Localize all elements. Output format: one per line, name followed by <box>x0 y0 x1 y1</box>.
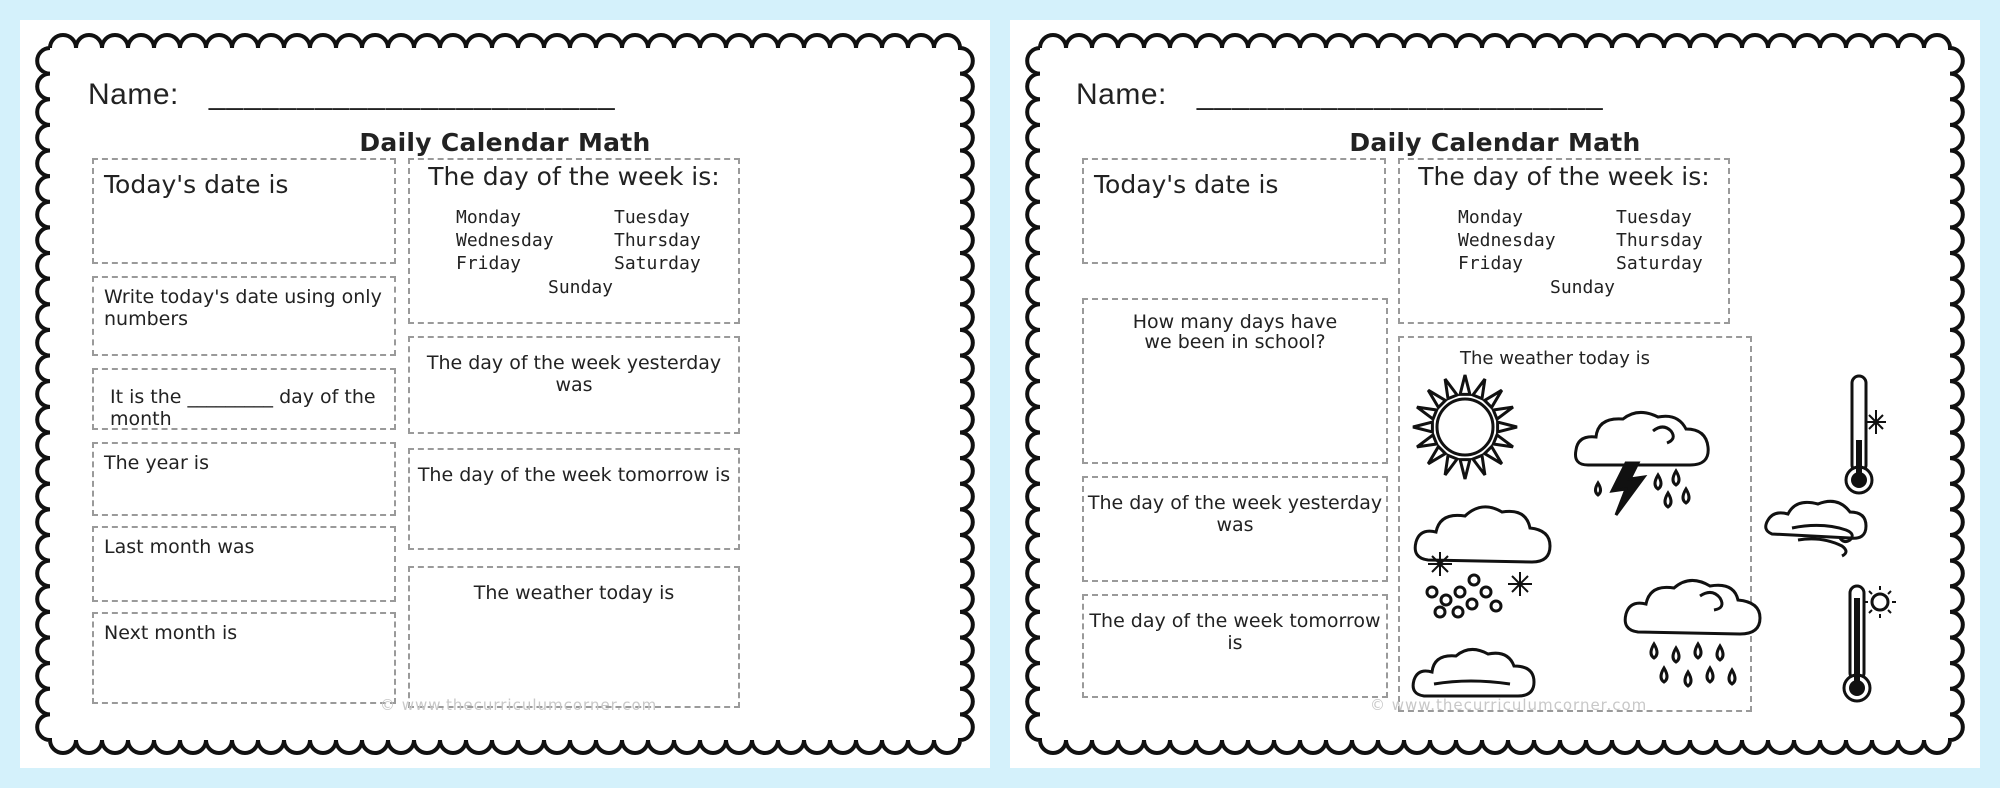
day-friday[interactable]: Friday <box>1458 253 1524 274</box>
worksheet-left <box>20 20 990 768</box>
tomorrow-box[interactable] <box>408 448 740 550</box>
tomorrow-box[interactable] <box>1082 594 1388 698</box>
day-of-week-box[interactable] <box>408 158 740 324</box>
day-sunday[interactable]: Sunday <box>548 277 614 298</box>
yesterday-box[interactable] <box>408 336 740 434</box>
next-month-label: Next month is <box>104 622 238 644</box>
name-label: Name: <box>88 78 179 111</box>
weather-label: The weather today is <box>1460 348 1650 369</box>
day-thursday[interactable]: Thursday <box>1616 230 1703 251</box>
tomorrow-label: The day of the week tomorrow is <box>1089 610 1381 654</box>
yesterday-label: The day of the week yesterday was <box>1087 492 1383 536</box>
name-blank[interactable]: _______________________ <box>208 78 616 111</box>
todays-date-label: Today's date is <box>104 170 289 199</box>
name-row <box>1076 78 1604 112</box>
name-row <box>88 78 616 112</box>
yesterday-box[interactable] <box>1082 476 1388 582</box>
todays-date-box[interactable] <box>92 158 396 264</box>
page-title: Daily Calendar Math <box>359 128 651 157</box>
day-wednesday[interactable]: Wednesday <box>456 230 554 251</box>
snow-cloud-icon[interactable] <box>1410 500 1560 630</box>
day-of-week-label: The day of the week is: <box>428 162 720 191</box>
day-tuesday[interactable]: Tuesday <box>1616 207 1692 228</box>
page-title: Daily Calendar Math <box>1349 128 1641 157</box>
year-label: The year is <box>104 452 209 474</box>
yesterday-label: The day of the week yesterday was <box>426 352 722 396</box>
thunderstorm-icon[interactable] <box>1568 405 1718 525</box>
thermometer-hot-icon[interactable] <box>1838 578 1898 708</box>
last-month-label: Last month was <box>104 536 255 558</box>
days-in-school-label: How many days have we been in school? <box>1132 311 1338 353</box>
year-box[interactable] <box>92 442 396 516</box>
worksheet-right <box>1010 20 1980 768</box>
day-thursday[interactable]: Thursday <box>614 230 701 251</box>
next-month-box[interactable] <box>92 612 396 704</box>
weather-box[interactable] <box>408 566 740 708</box>
day-tuesday[interactable]: Tuesday <box>614 207 690 228</box>
wind-icon[interactable] <box>1762 494 1872 564</box>
watermark: © www.thecurriculumcorner.com <box>380 696 658 714</box>
day-monday[interactable]: Monday <box>456 207 522 228</box>
name-blank[interactable]: _______________________ <box>1196 78 1604 111</box>
rain-cloud-icon[interactable] <box>1618 574 1768 704</box>
last-month-box[interactable] <box>92 526 396 602</box>
todays-date-box[interactable] <box>1082 158 1386 264</box>
day-friday[interactable]: Friday <box>456 253 522 274</box>
sun-icon[interactable] <box>1410 372 1520 482</box>
watermark: © www.thecurriculumcorner.com <box>1370 696 1648 714</box>
tomorrow-label: The day of the week tomorrow is <box>417 464 731 486</box>
day-saturday[interactable]: Saturday <box>1616 253 1703 274</box>
weather-label: The weather today is <box>473 582 675 604</box>
day-sunday[interactable]: Sunday <box>1550 277 1616 298</box>
day-of-week-label: The day of the week is: <box>1418 162 1710 191</box>
day-monday[interactable]: Monday <box>1458 207 1524 228</box>
date-numbers-box[interactable] <box>92 276 396 356</box>
day-saturday[interactable]: Saturday <box>614 253 701 274</box>
thermometer-cold-icon[interactable] <box>1840 370 1890 500</box>
todays-date-label: Today's date is <box>1094 170 1279 199</box>
day-wednesday[interactable]: Wednesday <box>1458 230 1556 251</box>
day-of-week-box[interactable] <box>1398 158 1730 324</box>
name-label: Name: <box>1076 78 1167 111</box>
date-numbers-label: Write today's date using only numbers <box>104 286 382 330</box>
day-of-month-box[interactable] <box>92 368 396 430</box>
day-of-month-label: It is the _________ day of the month <box>110 386 376 430</box>
days-in-school-box[interactable] <box>1082 298 1388 464</box>
